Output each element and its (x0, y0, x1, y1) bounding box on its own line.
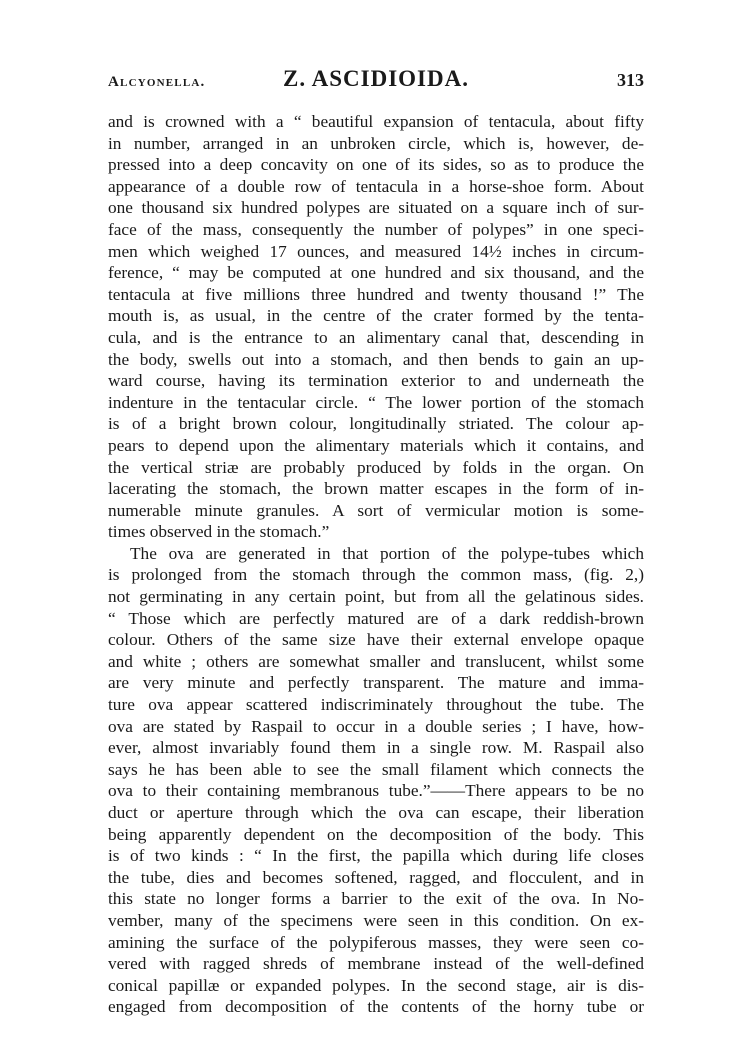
text-line: ova to their containing membranous tube.”——There appears to be no (108, 781, 644, 801)
body-text (108, 111, 644, 1018)
text-line: conical papillæ or expanded polypes. In the second stage, air is dis- (108, 975, 644, 995)
text-line: men which weighed 17 ounces, and measured 14½ inches in circum- (108, 241, 644, 261)
text-line: being apparently dependent on the decomposition of the body. This (108, 824, 644, 844)
text-line: duct or aperture through which the ova can escape, their liberation (108, 803, 644, 822)
text-line: ever, almost invariably found them in a single row. M. Raspail also (108, 738, 644, 758)
text-line: colour. Others of the same size have their external envelope opaque (108, 630, 644, 650)
text-line: is prolonged from the stomach through the common mass, (fig. 2,) (108, 565, 644, 585)
paragraph-1 (108, 111, 644, 543)
running-head (108, 66, 644, 96)
text-line: amining the surface of the polypiferous masses, they were seen co- (108, 932, 644, 952)
text-line: appearance of a double row of tentacula in a horse-shoe form. About (108, 176, 644, 196)
text-line: lacerating the stomach, the brown matter escapes in the form of in- (108, 479, 644, 499)
text-line: ova are stated by Raspail to occur in a double series ; I have, how- (108, 716, 644, 736)
text-line: face of the mass, consequently the number of polypes” in one speci- (108, 219, 644, 239)
text-line: times observed in the stomach.” (108, 522, 330, 542)
text-line: mouth is, as usual, in the centre of the crater formed by the tenta- (108, 306, 644, 326)
text-line: one thousand six hundred polypes are situated on a square inch of sur- (108, 198, 644, 218)
text-line: are very minute and perfectly transparent. The mature and imma- (108, 673, 644, 693)
text-line: is of two kinds : “ In the first, the papilla which during life closes (108, 846, 644, 866)
text-line: and is crowned with a “ beautiful expansion of tentacula, about fifty (108, 112, 644, 131)
text-line: indenture in the tentacular circle. “ The lower portion of the stomach (108, 392, 644, 412)
text-line: tentacula at five millions three hundred and twenty thousand !” The (108, 284, 644, 304)
text-line: and white ; others are somewhat smaller and translucent, whilst some (108, 651, 644, 671)
text-line: ward course, having its termination exterior to and underneath the (108, 371, 644, 391)
text-line: the tube, dies and becomes softened, ragged, and flocculent, and in (108, 867, 644, 887)
text-line: says he has been able to see the small filament which connects the (108, 759, 644, 779)
text-line: the body, swells out into a stomach, and then bends to gain an up- (108, 349, 644, 369)
text-line: The ova are generated in that portion of the polype-tubes which (130, 543, 644, 563)
text-line: not germinating in any certain point, but from all the gelatinous sides. (108, 587, 644, 607)
text-line: vered with ragged shreds of membrane instead of the well-defined (108, 954, 644, 974)
text-line: cula, and is the entrance to an alimentary canal that, descending in (108, 327, 644, 347)
page-number: 313 (617, 70, 644, 90)
text-line: pears to depend upon the alimentary materials which it contains, and (108, 435, 644, 455)
text-line: engaged from decomposition of the contents of the horny tube or (108, 997, 644, 1017)
text-line: the vertical striæ are probably produced by folds in the organ. On (108, 457, 644, 477)
paragraph-2 (108, 543, 644, 1018)
text-line: in number, arranged in an unbroken circle, which is, however, de- (108, 133, 644, 153)
running-head-order: Z. ASCIDIOIDA. (283, 66, 469, 91)
text-line: ference, “ may be computed at one hundred and six thousand, and the (108, 263, 644, 283)
text-line: numerable minute granules. A sort of vermicular motion is some- (108, 500, 644, 520)
text-line: vember, many of the specimens were seen in this condition. On ex- (108, 910, 644, 930)
text-line: ture ova appear scattered indiscriminately throughout the tube. The (108, 695, 644, 715)
text-line: is of a bright brown colour, longitudinally striated. The colour ap- (108, 414, 644, 434)
text-line: “ Those which are perfectly matured are of a dark reddish-brown (108, 608, 644, 628)
running-head-genus: Alcyonella. (108, 74, 206, 90)
text-line: pressed into a deep concavity on one of its sides, so as to produce the (108, 155, 644, 175)
text-line: this state no longer forms a barrier to the exit of the ova. In No- (108, 889, 644, 909)
